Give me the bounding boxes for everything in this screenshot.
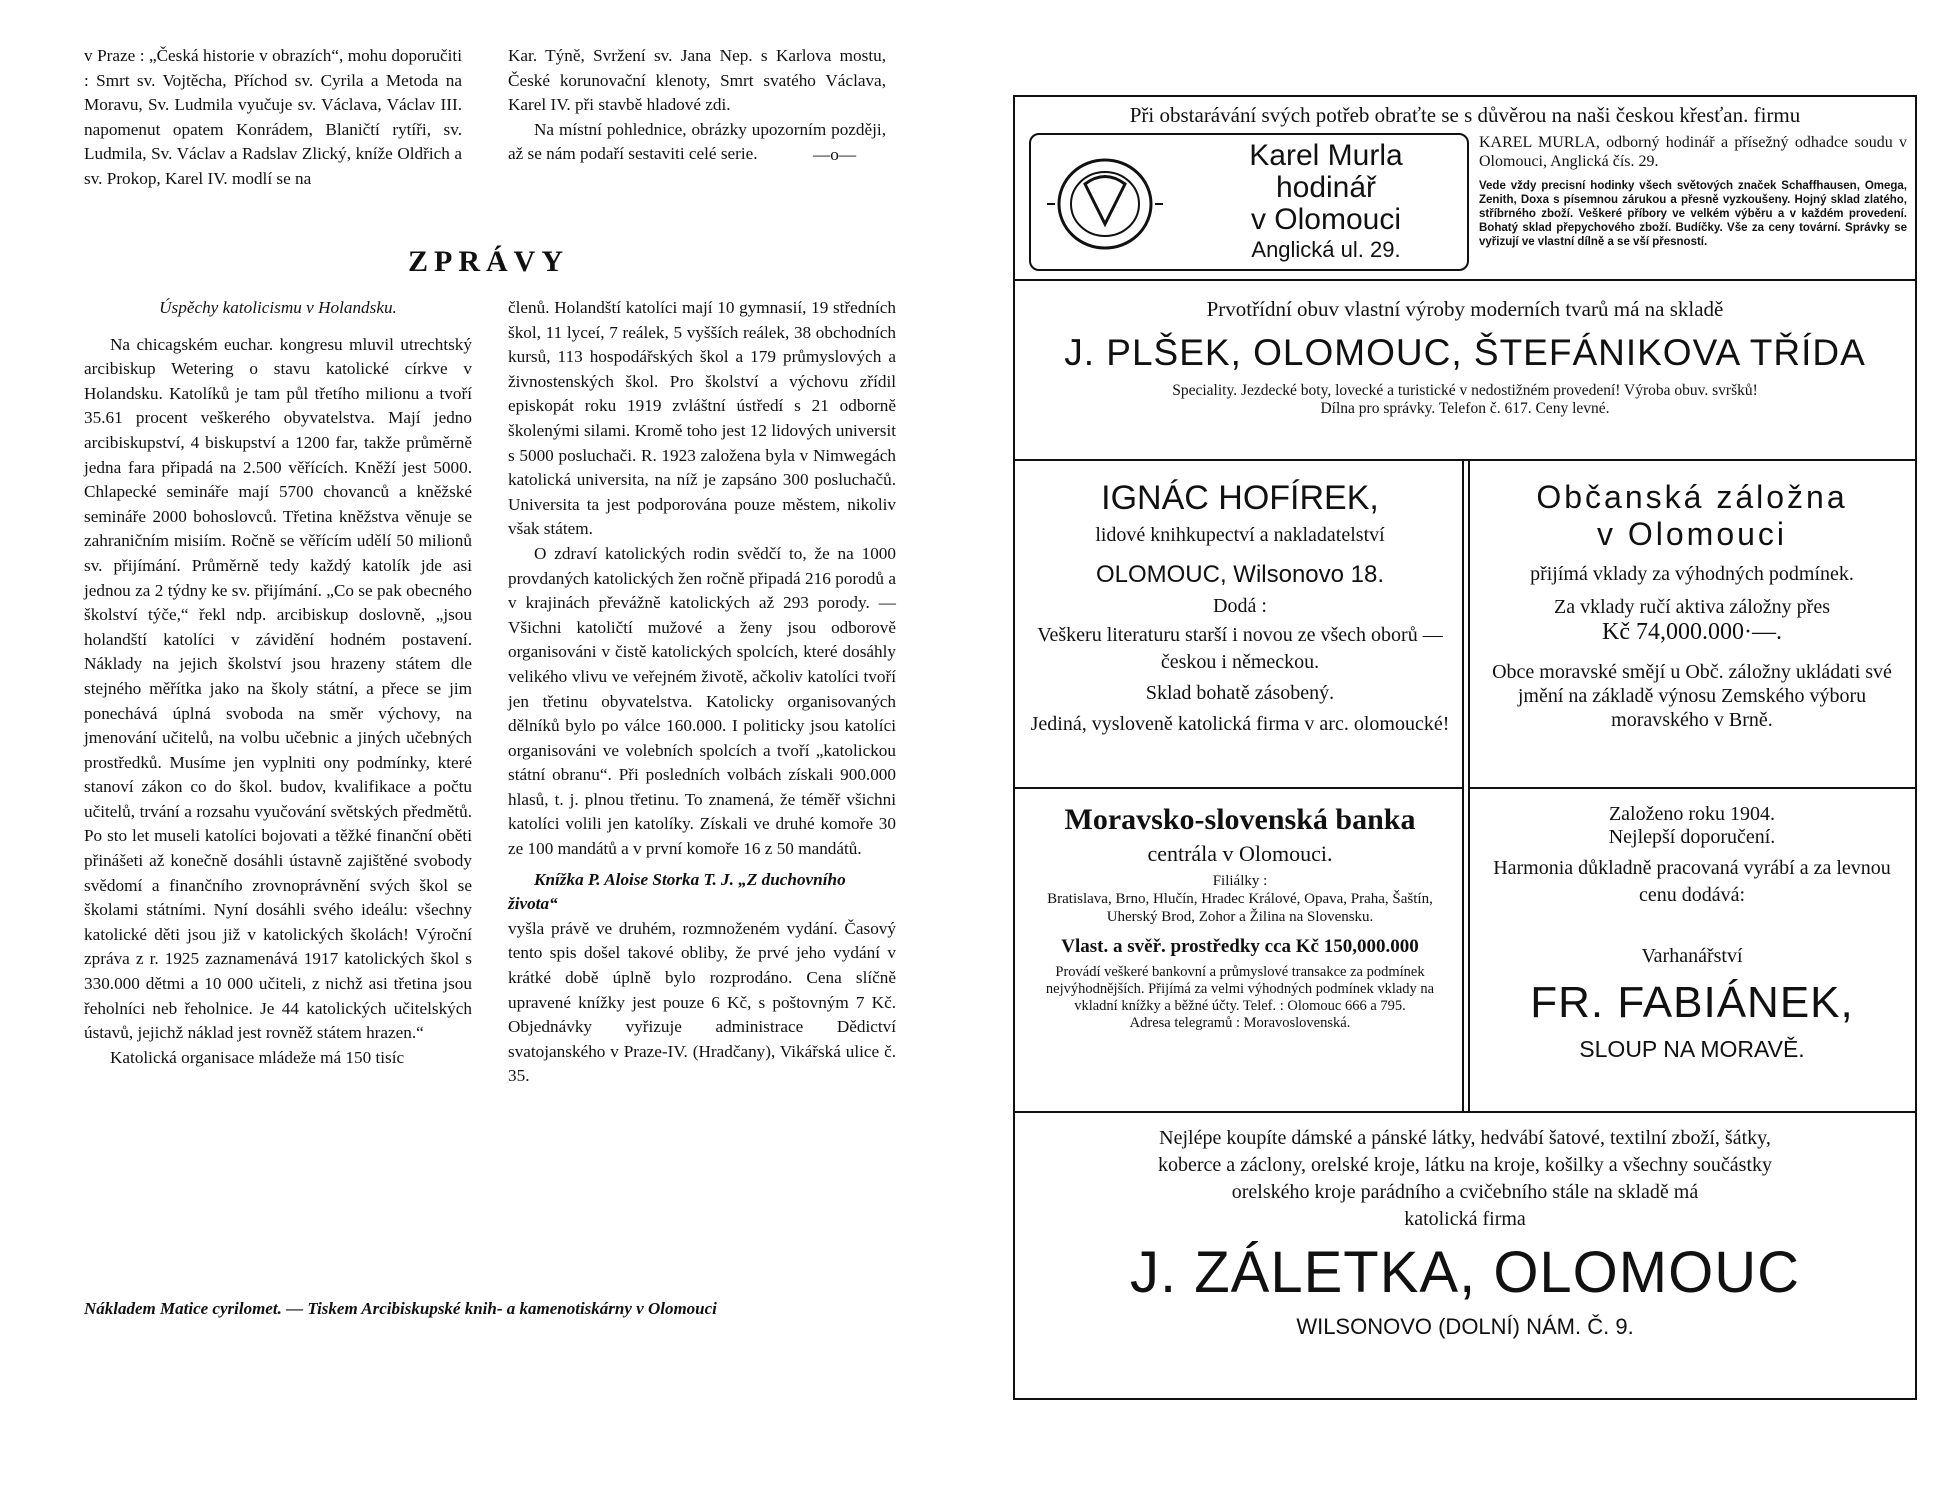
banka-line: centrála v Olomouci. — [1147, 841, 1333, 866]
divider — [1015, 459, 1915, 461]
divider — [1470, 787, 1915, 789]
section-title: ZPRÁVY — [408, 245, 569, 278]
divider — [1015, 1111, 1915, 1113]
ad-plsek — [1015, 287, 1915, 447]
hofirek-line: Veškeru literaturu starší i novou ze všech oborů — českou i německou. — [1037, 624, 1443, 673]
hofirek-line: Dodá : — [1213, 595, 1267, 617]
logo-line: Anglická ul. 29. — [1251, 237, 1401, 262]
fabianek-name: FR. FABIÁNEK, — [1530, 978, 1854, 1027]
hofirek-name: IGNÁC HOFÍREK, — [1101, 479, 1379, 517]
zaletka-name: J. ZÁLETKA, OLOMOUC — [1130, 1240, 1800, 1305]
plsek-line: Speciality. Jezdecké boty, lovecké a turistické v nedostižném provedení! Výroba obuv. svršků! — [1172, 382, 1758, 399]
banka-line: Bratislava, Brno, Hlučín, Hradec Králové, Opava, Praha, Šaštín, Uherský Brod, Zohor a Žilina na Slovensku. — [1047, 891, 1433, 925]
book-paragraph: vyšla právě ve druhém, rozmnoženém vydání. Časový tento spis došel takové obliby, že prvé jeho vydání v krátké době úplně bylo rozprodáno. Cena slíčně upravené knížky jest pouze 6 Kč, s poštovným 7 Kč. Objednávky vyřizuje administrace Dědictví svatojanského v Praze-IV. (Hradčany), Vikářská ulice č. 35. — [508, 918, 896, 1086]
banka-name: Moravsko-slovenská banka — [1064, 803, 1416, 836]
ad-banka — [1025, 797, 1455, 1107]
zalozna-line: přijímá vklady za výhodných podmínek. — [1530, 563, 1854, 585]
hofirek-line: Sklad bohatě zásobený. — [1145, 682, 1335, 704]
fabianek-line: Založeno roku 1904. — [1608, 803, 1776, 825]
plsek-line: Prvotřídní obuv vlastní výroby moderních tvarů má na skladě — [1206, 297, 1724, 321]
news-column-right — [508, 296, 896, 1089]
article-paragraph: O zdraví katolických rodin svědčí to, že na 1000 provdaných katolických žen ročně připadá 216 porodů a v krajinách převážně katolických až 293 porody. — Všichni katoličtí mužové a ženy jsou odborově organisováni v čistě katolických spolcích, které dosáhly velikého vlivu ve veřejném životě, ačkoliv katolíci tvoří jen třetinu obyvatelstva. Katolicky organisovaných dělníků bylo po válce 160.000. I politicky jsou katolíci organisováni ve volebních spolcích a tvoří „katolickou státní obranu“. Při posledních volbách získali 900.000 hlasů, t. j. plnou třetinu. To znamená, že téměř všichni katolíci volili jen katolíky. Získali ve druhé komoře 30 ze 100 mandátů a v první komoře 16 z 50 mandátů. — [508, 543, 896, 859]
article-paragraph: Katolická organisace mládeže má 150 tisíc — [110, 1047, 405, 1067]
murla-text: KAREL MURLA, odborný hodinář a přísežný odhadce soudu v Olomouci, Anglická čís. 29. — [1479, 134, 1907, 170]
murla-header: Při obstarávání svých potřeb obraťte se s důvěrou na naši českou křesťan. firmu — [1129, 103, 1801, 127]
zalozna-name: v Olomouci — [1596, 516, 1788, 552]
zaletka-line: katolická firma — [1404, 1208, 1526, 1230]
murla-logo — [1029, 133, 1469, 271]
article-title: Úspěchy katolicismu v Holandsku. — [159, 298, 397, 317]
watch-icon — [1045, 149, 1165, 259]
hofirek-line: lidové knihkupectví a nakladatelství — [1095, 524, 1385, 546]
news-column-left — [84, 296, 472, 1070]
continued-text-left — [84, 44, 462, 192]
plsek-line: Dílna pro správky. Telefon č. 617. Ceny levné. — [1320, 400, 1610, 417]
zalozna-amount: Kč 74,000.000·—. — [1602, 619, 1782, 645]
continued-paragraph: v Praze : „Česká historie v obrazích“, mohu doporučiti : Smrt sv. Vojtěcha, Příchod sv. Cyrila a Metoda na Moravu, Sv. Ludmila vyučuje sv. Václava, Václav III. napomenut opatem Konrádem, Blaničtí rytíři, sv. Ludmila, Sv. Václav a Radslav Zlický, kníže Oldřich a sv. Prokop, Karel IV. modlí se na — [84, 46, 462, 188]
banka-line: Adresa telegramů : Moravoslovenská. — [1129, 1015, 1351, 1031]
fabianek-line: Harmonia důkladně pracovaná vyrábí a za levnou cenu dodává: — [1493, 857, 1891, 906]
logo-line: Karel Murla — [1249, 139, 1403, 172]
ad-hofirek — [1025, 469, 1455, 769]
divider — [1015, 787, 1462, 789]
zaletka-line: Nejlépe koupíte dámské a pánské látky, hedvábí šatové, textilní zboží, šátky, koberce a záclony, orelské kroje, látku na kroje, košilky a všechny součástky orelského kroje parádního a cvičebního stále na skladě má — [1157, 1127, 1773, 1203]
book-title: Knížka P. Aloise Storka T. J. „Z duchovního života“ — [508, 869, 846, 914]
divider — [1015, 279, 1915, 281]
banka-line: Provádí veškeré bankovní a průmyslové transakce za podmínek nejvýhodnějších. Přijímá za velmi výhodných podmínek vklady na vkladní knížky a běžné účty. Telef. : Olomouc 666 a 795. — [1045, 964, 1435, 1014]
divider — [1462, 461, 1464, 1111]
postcards-paragraph: Na místní pohlednice, obrázky upozorním později, až se nám podaří sestaviti celé serie. — [508, 119, 886, 164]
hofirek-line: OLOMOUC, Wilsonovo 18. — [1095, 561, 1385, 588]
logo-line: v Olomouci — [1250, 203, 1402, 236]
ad-zalozna — [1477, 469, 1907, 769]
fabianek-line: SLOUP NA MORAVĚ. — [1579, 1036, 1805, 1062]
banka-line: Filiálky : — [1212, 873, 1268, 889]
continued-text-right — [508, 44, 886, 168]
article-paragraph: Na chicagském euchar. kongresu mluvil utrechtský arcibiskup Wetering o stavu katolické církve v Holandsku. Katolíků je tam půl třetího milionu a tvoří 35.61 procent veškerého obyvatelstva. Mají jedno arcibiskupství, 4 biskupství a 1200 far, takže průměrně jedna fara připadá na 2.500 věřících. Kněží jest 5000. Chlapecké semináře mají 5700 chovanců a kněžské semináře 2000 bohoslovců. Třetina kněžstva věnuje se zahraničním misiím. Ročně se věřícím udělí 50 milionů sv. přijímání. Průměrně tedy každý katolík jde asi jednou za 2 týdny ke sv. přijímání. „Co se pak obecného školství týče,“ řekl ndp. arcibiskup doslovně, „jsou holandští katolíci v závidění hodném postavení. Náklady na jejich školství jsou hrazeny státem dle stejného měřítka jako na školy státní, a přece se jim ponechává úplná svoboda na směr výchovy, na jmenování učitelů, na volbu učebnic a jiných učebných prostředků. Musíme jen vyplniti ony podmínky, které stanoví zákon co do škol. budov, kvalifikace a počtu učitelů, trvání a rozsahu vyučování světských předmětů. Po sto let museli katolíci bojovati a těžké finanční oběti přinášeti až konečně dosáhli ústavně zajištěné svobody svědomí a finančního zrovnoprávnění svých škol se školami státními. Nyní dosáhli svého ideálu: všechny katolické děti jsou již v katolických školách! Výroční zpráva z r. 1925 zaznamenává 1917 katolických škol s 330.000 dětmi a 10 000 učiteli, z nichž asi třetina jsou řeholníci neb řeholnice. Je 44 katolických učitelských ústavů, jejichž náklad jest rovněž státem hrazen.“ — [84, 334, 472, 1043]
zalozna-name: Občanská záložna — [1536, 479, 1848, 515]
murla-text-small: Vede vždy precisní hodinky všech světových značek Schaffhausen, Omega, Zenith, Doxa s písemnou zárukou a přesně vyzkoušeny. Hojný sklad zlatého, stříbrného zboží. Veškeré příbory ve velkém výběru a v každém provedení. Bohatý sklad přepychového zboží. Budíčky. Vše za ceny tovární. Správky se vyřizují ve vlastní dílně a se vší přesností. — [1479, 180, 1907, 248]
article-paragraph: členů. Holandští katolíci mají 10 gymnasií, 19 středních škol, 11 lyceí, 7 reálek, 5 vyšších reálek, 38 obchodních kursů, 113 hospodářských škol a 179 průmyslových a živnostenských škol. Pro školství a výchovu zřídil episkopát roku 1919 zvláštní ústředí s 21 odborně školenými silami. Kromě toho jest 12 lidových universit s 5000 posluchači. R. 1923 založena byla v Nimwegách katolická universita, na níž je zapsáno 300 posluchačů. Universita ta jest podporována pouze městem, nikoliv však státem. — [508, 298, 896, 539]
zalozna-line: Obce moravské smějí u Obč. záložny ukládati své jmění na základě výnosu Zemského výboru moravského v Brně. — [1492, 661, 1892, 731]
divider — [1468, 461, 1470, 1111]
advertisement-page — [1013, 95, 1917, 1400]
banka-capital: Vlast. a svěř. prostředky cca Kč 150,000.000 — [1061, 936, 1419, 957]
ad-zaletka — [1055, 1125, 1875, 1395]
imprint-line: Nákladem Matice cyrilomet. — Tiskem Arcibiskupské knih- a kamenotiskárny v Olomouci — [84, 1299, 717, 1318]
ad-murla — [1015, 97, 1915, 277]
fabianek-line: Nejlepší doporučení. — [1608, 826, 1776, 848]
plsek-name: J. PLŠEK, OLOMOUC, ŠTEFÁNIKOVA TŘÍDA — [1064, 332, 1866, 373]
end-mark: —o— — [813, 144, 856, 164]
ad-fabianek — [1477, 797, 1907, 1107]
zalozna-line: Za vklady ručí aktiva záložny přes — [1554, 596, 1830, 618]
logo-line: hodinář — [1275, 171, 1377, 204]
zaletka-line: WILSONOVO (DOLNÍ) NÁM. Č. 9. — [1296, 1314, 1634, 1339]
hofirek-line: Jediná, vysloveně katolická firma v arc. olomoucké! — [1030, 713, 1450, 735]
continued-paragraph: Kar. Týně, Svržení sv. Jana Nep. s Karlova mostu, České korunovační klenoty, Smrt svatého Václava, Karel IV. při stavbě hladové zdi. — [508, 46, 886, 115]
fabianek-line: Varhanářství — [1641, 945, 1743, 967]
